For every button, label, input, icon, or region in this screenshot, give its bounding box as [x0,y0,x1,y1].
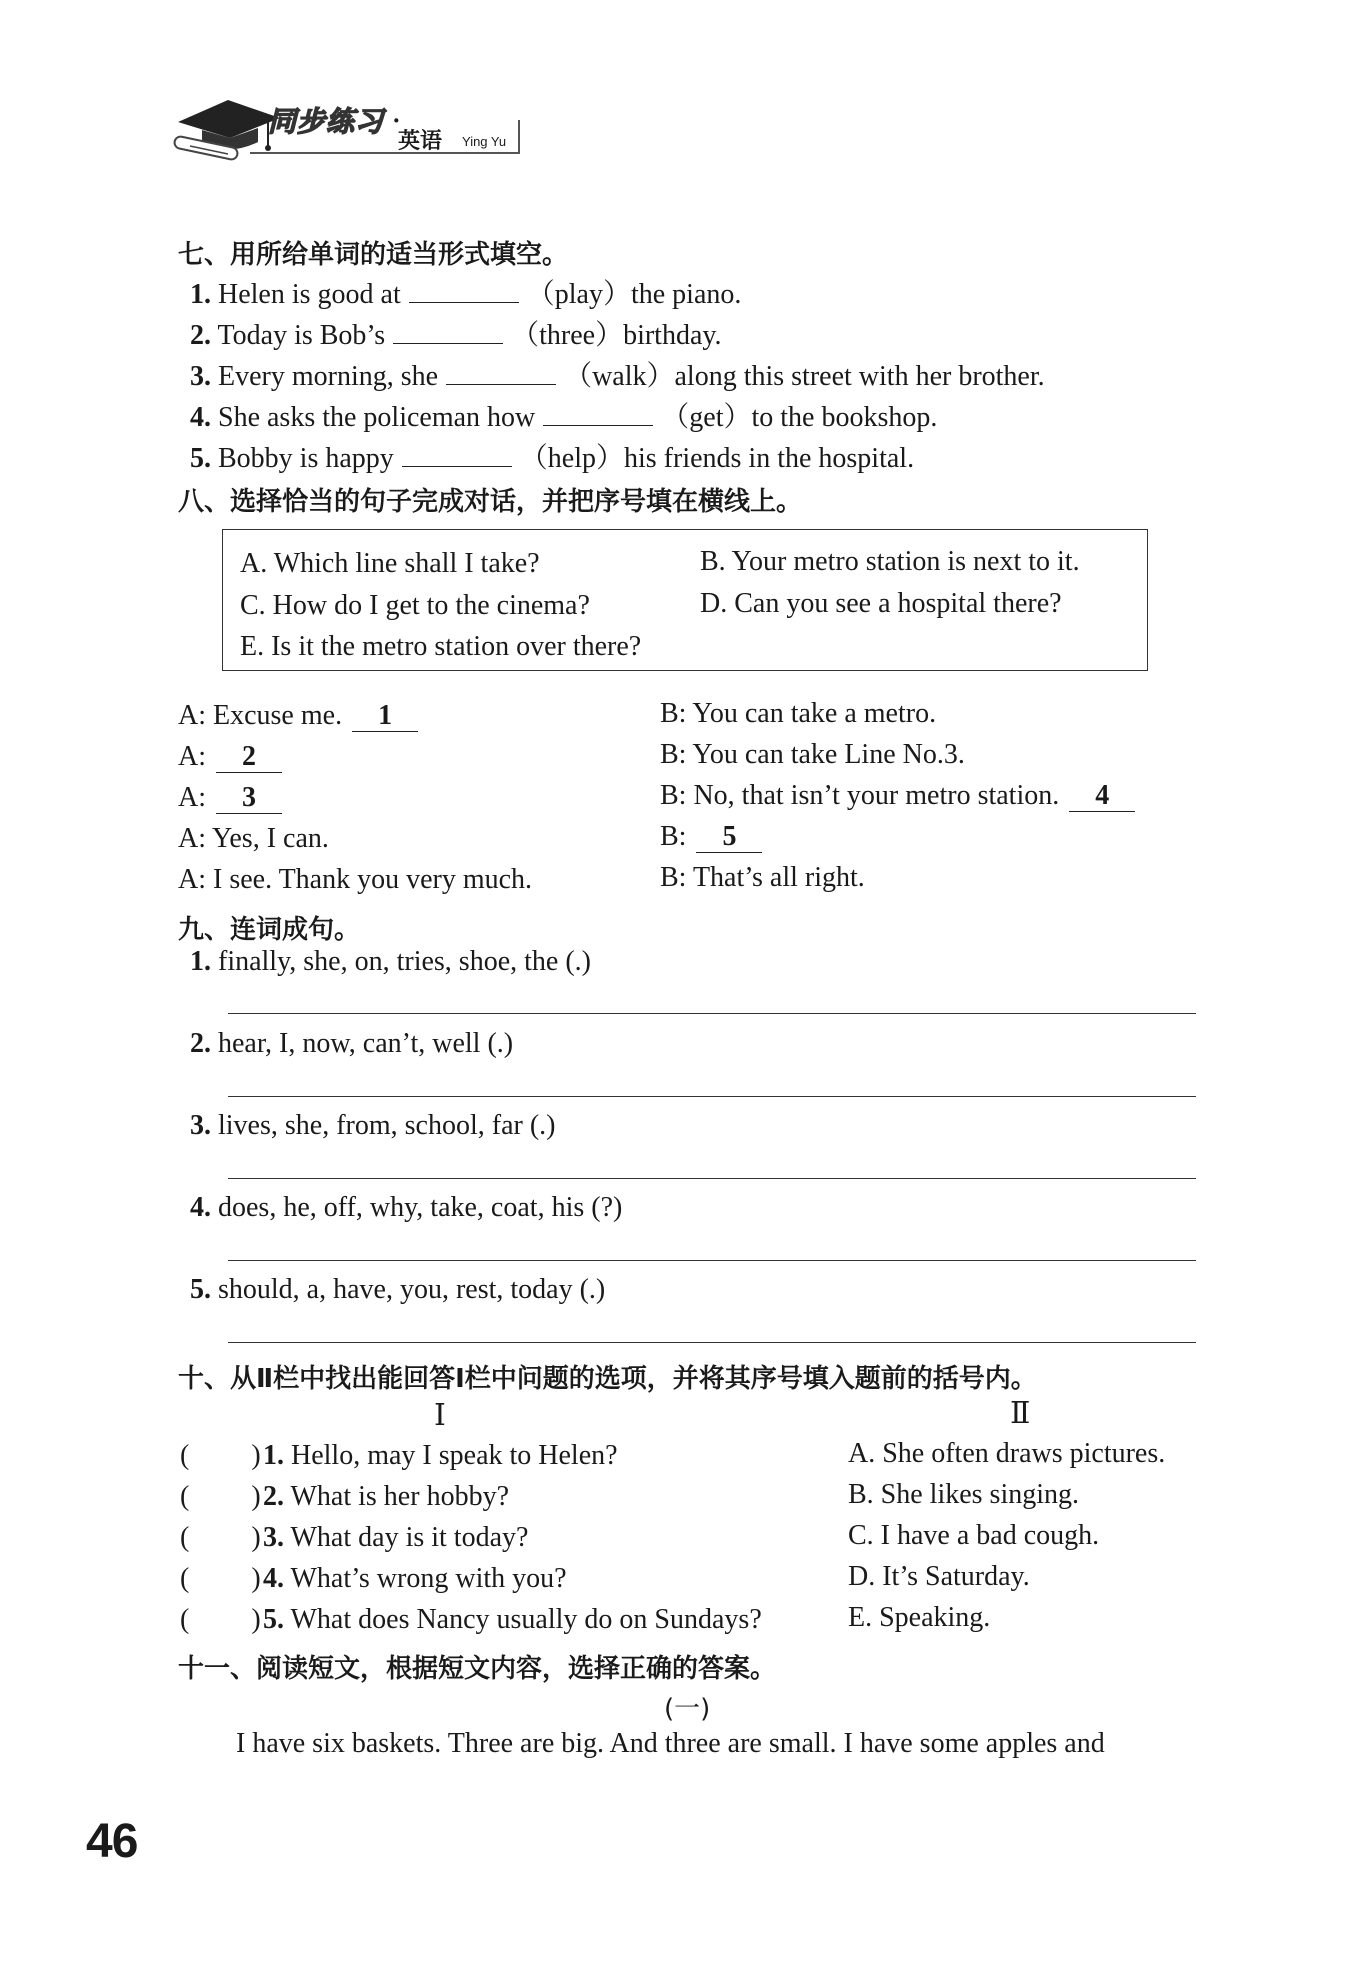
item-number: 5. [263,1604,284,1635]
s7-item-2 [190,313,722,353]
reading-passage: I have six baskets. Three are big. And three are small. I have some apples and [236,1728,1105,1759]
answer-parentheses[interactable]: ( ) [180,1440,261,1471]
option-c: C. How do I get to the cinema? [240,590,590,621]
answer-parentheses[interactable]: ( ) [180,1563,261,1594]
dialog-answer[interactable]: 3 [216,783,282,814]
section11-title: 十一、阅读短文，根据短文内容，选择正确的答案。 [178,1654,777,1684]
s9-item-5 [190,1274,605,1306]
series-title: 同步练习 [268,105,385,138]
s10-answer-e: E. Speaking. [848,1602,991,1633]
question-text: Hello, may I speak to Helen? [291,1440,618,1471]
option-e: E. Is it the metro station over there? [240,631,642,662]
answer-parentheses[interactable]: ( ) [180,1522,261,1553]
dialog-text: A: [178,782,206,813]
answer-line[interactable] [228,1013,1196,1014]
dialog-answer[interactable]: 4 [1069,781,1135,812]
item-number: 1. [263,1440,284,1471]
dialog-a-3 [178,782,282,814]
dialog-text: A: Excuse me. [178,700,343,731]
section9-title: 九、连词成句。 [178,915,361,945]
item-number: 1. [190,946,211,977]
page-number: 46 [86,1815,138,1868]
dialog-answer[interactable]: 2 [216,742,282,773]
dialog-text: B: You can take Line No.3. [660,739,965,770]
s10-question-4 [180,1563,567,1595]
s10-answer-b: B. She likes singing. [848,1479,1080,1510]
item-number: 1. [190,279,211,310]
answer-line[interactable] [228,1342,1196,1343]
dialog-a-4 [178,823,329,855]
s10-answer-a: A. She often draws pictures. [848,1438,1166,1469]
s10-question-3 [180,1522,528,1554]
option-b: B. Your metro station is next to it. [700,546,1080,577]
s10-question-1 [180,1440,618,1472]
passage-part-label: (一) [664,1694,711,1724]
item-text: Helen is good at [218,279,401,310]
answer-line[interactable] [228,1178,1196,1179]
scrambled-words: finally, she, on, tries, shoe, the (.) [218,946,591,977]
answer-parentheses[interactable]: ( ) [180,1481,261,1512]
scrambled-words: hear, I, now, can’t, well (.) [218,1028,514,1059]
item-text: （three）birthday. [511,320,722,351]
column-1-header: Ⅰ [434,1399,446,1432]
dialog-text: B: That’s all right. [660,862,865,893]
dialog-text: B: No, that isn’t your metro station. [660,780,1060,811]
s10-question-2 [180,1481,509,1513]
s9-item-2 [190,1028,513,1060]
dialog-b-3 [660,780,1135,812]
answer-line[interactable] [228,1260,1196,1261]
scrambled-words: should, a, have, you, rest, today (.) [218,1274,606,1305]
item-number: 3. [190,361,211,392]
item-text: Bobby is happy [218,443,394,474]
section8-title: 八、选择恰当的句子完成对话，并把序号填在横线上。 [178,487,803,517]
s7-item-3 [190,354,1045,394]
dialog-a-2 [178,741,282,773]
subject-pinyin: Ying Yu [462,134,507,149]
s10-answer-c: C. I have a bad cough. [848,1520,1100,1551]
question-text: What is her hobby? [290,1481,509,1512]
option-d: D. Can you see a hospital there? [700,588,1062,619]
s7-item-1 [190,272,741,312]
dialog-text: B: You can take a metro. [660,698,937,729]
item-text: （help）his friends in the hospital. [519,443,915,474]
dialog-b-2 [660,739,965,771]
item-text: （get）to the bookshop. [661,402,938,433]
s10-answer-d: D. It’s Saturday. [848,1561,1030,1592]
item-number: 3. [190,1110,211,1141]
header-rule-end [518,120,520,154]
item-number: 2. [190,1028,211,1059]
item-number: 4. [190,1192,211,1223]
question-text: What day is it today? [290,1522,529,1553]
answer-blank[interactable] [446,362,556,385]
answer-blank[interactable] [402,444,512,467]
dialog-answer[interactable]: 5 [696,822,762,853]
dialog-text: B: [660,821,687,852]
item-text: She asks the policeman how [218,402,536,433]
dialog-b-5 [660,862,865,894]
item-text: （play）the piano. [526,279,742,310]
column-2-header: Ⅱ [1010,1397,1031,1430]
item-number: 5. [190,1274,211,1305]
dialog-b-4 [660,821,762,853]
answer-parentheses[interactable]: ( ) [180,1604,261,1635]
item-text: Every morning, she [218,361,439,392]
item-number: 4. [263,1563,284,1594]
section7-title: 七、用所给单词的适当形式填空。 [178,240,569,270]
s10-question-5 [180,1604,762,1636]
s9-item-3 [190,1110,555,1142]
item-text: Today is Bob’s [217,320,386,351]
s7-item-5 [190,436,914,476]
item-number: 2. [190,320,211,351]
section10-title: 十、从Ⅱ栏中找出能回答Ⅰ栏中问题的选项，并将其序号填入题前的括号内。 [178,1364,1037,1394]
scrambled-words: does, he, off, why, take, coat, his (?) [218,1192,623,1223]
dialog-text: A: Yes, I can. [178,823,329,854]
dialog-a-1 [178,700,418,732]
s7-item-4 [190,395,937,435]
question-text: What does Nancy usually do on Sundays? [290,1604,762,1635]
question-text: What’s wrong with you? [290,1563,567,1594]
s9-item-4 [190,1192,622,1224]
dialog-a-5 [178,864,532,896]
subject-label: 英语 [398,129,443,154]
dialog-text: A: [178,741,206,772]
item-number: 4. [190,402,211,433]
answer-blank[interactable] [393,321,503,344]
option-a: A. Which line shall I take? [240,548,540,579]
answer-blank[interactable] [409,280,519,303]
header-rule [250,152,518,154]
answer-line[interactable] [228,1096,1196,1097]
item-number: 5. [190,443,211,474]
answer-blank[interactable] [543,403,653,426]
dialog-b-1 [660,698,936,730]
s9-item-1 [190,946,591,978]
dialog-text: A: I see. Thank you very much. [178,864,533,895]
item-number: 2. [263,1481,284,1512]
item-text: （walk）along this street with her brother. [564,361,1045,392]
item-number: 3. [263,1522,284,1553]
dialog-answer[interactable]: 1 [352,701,418,732]
title-dot: · [392,106,401,135]
scrambled-words: lives, she, from, school, far (.) [218,1110,556,1141]
